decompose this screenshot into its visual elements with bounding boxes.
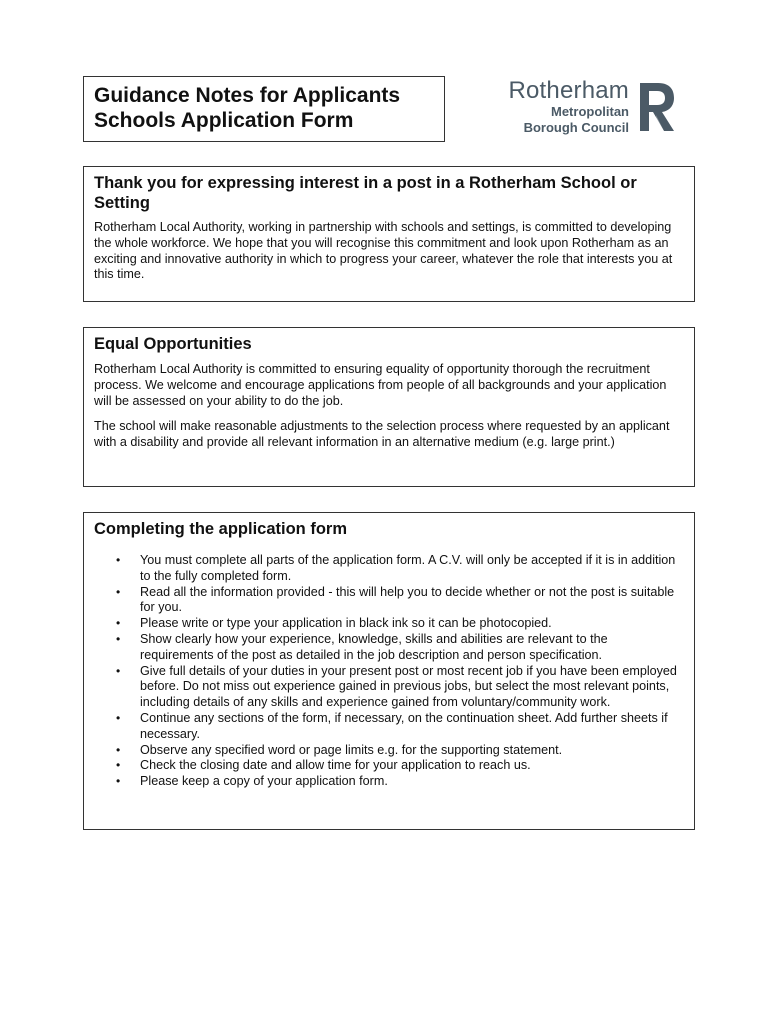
list-item-text: Observe any specified word or page limits e.g. for the supporting statement. — [140, 742, 563, 757]
list-item — [94, 664, 684, 711]
list-item-text: Please write or type your application in black ink so it can be photocopied. — [140, 616, 552, 631]
list-item-text: Show clearly how your experience, knowledge, skills and abilities are relevant to the requirements of the post as detailed in the job description and person specification. — [140, 631, 608, 662]
bullet-icon: • — [116, 616, 121, 631]
logo-sub-line-1: Metropolitan — [551, 104, 629, 119]
list-item — [94, 553, 684, 585]
council-logo-text — [508, 77, 629, 136]
document-title-box — [83, 76, 445, 142]
section-heading: Completing the application form — [94, 520, 348, 538]
thank-you-section — [83, 166, 695, 302]
bullet-icon: • — [116, 758, 121, 773]
list-item-text: You must complete all parts of the application form. A C.V. will only be accepted if it is in addition to the fully completed form. — [140, 553, 676, 583]
bullet-icon: • — [116, 553, 121, 567]
equal-opportunities-section — [83, 327, 695, 487]
section-paragraph: Rotherham Local Authority is committed to ensuring equality of opportunity thorough the recruitment process. We welcome and encourage applications from people of all backgrounds and your application will be assessed on your ability to do the job. — [94, 362, 667, 408]
list-item-text: Please keep a copy of your application form. — [140, 774, 388, 789]
logo-name: Rotherham — [508, 77, 629, 104]
rotherham-r-logo-icon — [638, 81, 676, 133]
list-item-text: Continue any sections of the form, if necessary, on the continuation sheet. Add further sheets if necessary. — [140, 710, 668, 741]
list-item — [94, 585, 684, 617]
section-heading: Equal Opportunities — [94, 335, 252, 353]
bullet-icon: • — [116, 742, 121, 757]
list-item-text: Read all the information provided - this will help you to decide whether or not the post is suitable for you. — [140, 584, 675, 615]
list-item — [94, 632, 684, 664]
bullet-icon: • — [116, 663, 121, 678]
completing-form-section — [83, 512, 695, 830]
list-item — [94, 774, 684, 790]
document-title-line-1: Guidance Notes for Applicants — [94, 84, 401, 107]
bullet-icon: • — [116, 710, 121, 725]
list-item — [94, 743, 684, 759]
list-item — [94, 758, 684, 774]
section-paragraph: Rotherham Local Authority, working in partnership with schools and settings, is committed to developing the whole workforce. We hope that you will recognise this commitment and look upon Rotherham as an exciting and innovative authority in which to progress your career, whatever the role that interests you at this time. — [94, 220, 673, 282]
list-item-text: Check the closing date and allow time for your application to reach us. — [140, 758, 531, 773]
bullet-icon: • — [116, 631, 121, 646]
bullet-icon: • — [116, 584, 121, 599]
list-item-text: Give full details of your duties in your present post or most recent job if you have been employed before. Do not miss out experience gained in previous jobs, but select the most relevant points, including details of any skills and experience gained from voluntary/community work. — [140, 663, 677, 710]
guidance-bullet-list — [94, 553, 684, 790]
council-logo — [498, 77, 676, 137]
logo-sub-line-2: Borough Council — [523, 120, 629, 135]
bullet-icon: • — [116, 774, 121, 789]
list-item — [94, 711, 684, 743]
document-title-line-2: Schools Application Form — [94, 109, 354, 132]
section-paragraph: The school will make reasonable adjustments to the selection process where requested by an applicant with a disability and provide all relevant information in an alternative medium (e.g. large print.) — [94, 419, 670, 450]
list-item — [94, 616, 684, 632]
section-heading: Thank you for expressing interest in a post in a Rotherham School or Setting — [94, 174, 637, 212]
